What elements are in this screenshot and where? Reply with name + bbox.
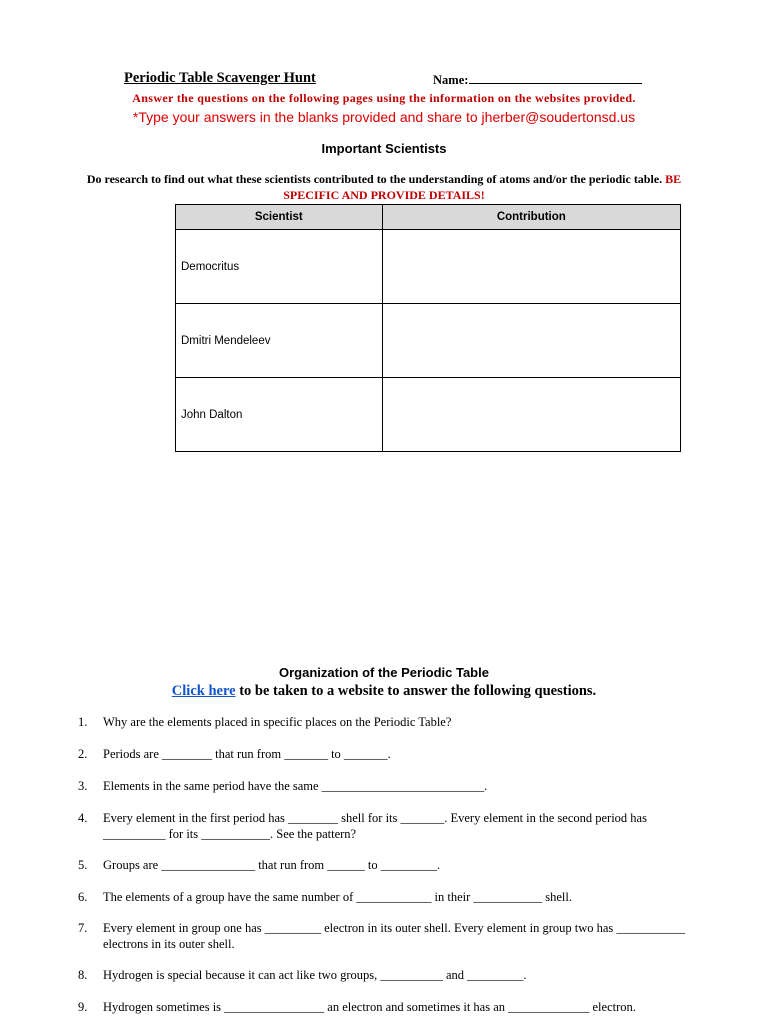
table-row [176,378,681,452]
name-blank[interactable] [469,72,642,84]
scientist-cell: John Dalton [176,378,383,452]
name-field[interactable] [433,72,642,88]
click-here-link[interactable]: Click here [171,683,236,699]
table-header-contribution: Contribution [382,205,680,230]
scientist-cell: Dmitri Mendeleev [176,304,383,378]
question-text: Every element in the first period has ________ shell for its _______. Every element in the second period has __________ for its ___________. See the pattern? [103,811,647,841]
question-number: 4. [78,811,88,825]
question-number: 6. [78,890,88,904]
worksheet-title: Periodic Table Scavenger Hunt [124,70,316,86]
research-intro: Do research to find out what these scientists contributed to the understanding of atoms and/or the periodic table. [86,172,663,186]
question-text: Hydrogen is special because it can act like two groups, __________ and _________. [103,968,527,982]
scientists-section-title: Important Scientists [321,141,447,156]
table-header-scientist: Scientist [176,205,383,230]
question-text: Periods are ________ that run from _______ to _______. [103,747,391,761]
contribution-cell[interactable] [382,378,680,452]
scientists-table [175,204,681,452]
table-row [176,304,681,378]
question-text: Elements in the same period have the same __________________________. [103,779,488,793]
question-number: 2. [78,747,88,761]
scientist-cell: Democritus [176,230,383,304]
question-text: Why are the elements placed in specific places on the Periodic Table? [103,715,452,729]
question-number: 5. [78,858,88,872]
question-number: 3. [78,779,88,793]
question-number: 9. [78,1000,88,1014]
question-text: The elements of a group have the same number of ____________ in their ___________ shell. [103,890,572,904]
submit-instruction: *Type your answers in the blanks provided and share to jherber@soudertonsd.us [132,109,636,125]
question-number: 8. [78,968,88,982]
table-row [176,230,681,304]
research-instructions [60,171,708,203]
name-label: Name: [433,73,469,87]
contribution-cell[interactable] [382,304,680,378]
link-suffix: to be taken to a website to answer the following questions. [235,683,597,699]
organization-section-title: Organization of the Periodic Table [279,665,489,680]
instruction-red: Answer the questions on the following pages using the information on the websites provided. [132,91,636,105]
question-number: 1. [78,715,88,729]
question-text: Every element in group one has _________ electron in its outer shell. Every element in group two has ___________ electrons in its outer shell. [103,921,686,951]
question-text: Groups are _______________ that run from ______ to _________. [103,858,441,872]
question-text: Hydrogen sometimes is ________________ an electron and sometimes it has an _____________ electron. [103,1000,636,1014]
contribution-cell[interactable] [382,230,680,304]
question-number: 7. [78,921,88,935]
website-link-line [0,683,768,700]
research-emphasis: BE SPECIFIC AND PROVIDE DETAILS! [283,172,682,202]
